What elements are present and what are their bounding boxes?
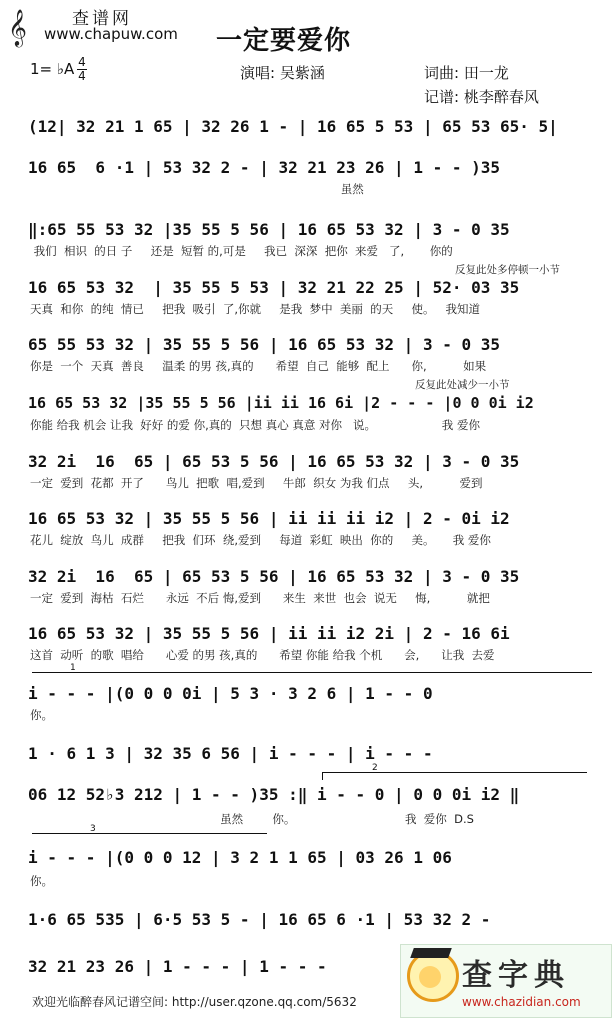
lyrics-row-8: 花儿 绽放 鸟儿 成群 把我 们环 绕,爱到 每道 彩虹 映出 你的 美。 我 爱你: [30, 533, 491, 547]
lyrics-row-2: 虽然: [30, 182, 364, 196]
notation-row-10: 16 65 53 32 | 35 55 5 56 | ii ii i2 2i | 2 - 16 6i: [28, 624, 510, 643]
notation-row-14: i - - - |(0 0 0 12 | 3 2 1 1 65 | 03 26 1 06: [28, 848, 452, 867]
notation-row-4: 16 65 53 32 | 35 55 5 53 | 32 21 22 25 | 52· 03 35: [28, 278, 520, 297]
volta-bracket-2: [322, 772, 587, 773]
notation-row-15: 1·6 65 535 | 6·5 53 5 - | 16 65 6 ·1 | 53 32 2 -: [28, 910, 491, 929]
time-signature-bottom: 4: [78, 69, 86, 83]
volta-bracket-1: [32, 672, 592, 673]
notation-row-1: (12| 32 21 1 65 | 32 26 1 - | 16 65 5 53 | 65 53 65· 5|: [28, 117, 558, 136]
singer: 演唱: 吴紫涵: [240, 64, 325, 82]
lyrics-row-11: 你。: [30, 708, 53, 722]
notation-row-7: 32 2i 16 65 | 65 53 5 56 | 16 65 53 32 | 3 - 0 35: [28, 452, 520, 471]
volta-bracket-3: [32, 833, 267, 834]
lyrics-row-14: 你。: [30, 874, 53, 888]
notation-row-6: 16 65 53 32 |35 55 5 56 |ii ii 16 6i |2 - - - |0 0 0i i2: [28, 394, 534, 412]
site-url[interactable]: www.chapuw.com: [44, 25, 178, 43]
watermark-name: 查字典: [462, 958, 570, 993]
lyrics-row-3: 我们 相识 的日 子 还是 短暂 的,可是 我已 深深 把你 来爱 了, 你的: [30, 244, 453, 258]
lyrics-row-9: 一定 爱到 海枯 石烂 永远 不后 悔,爱到 来生 来世 也会 说无 悔, 就把: [30, 591, 490, 605]
notation-row-16: 32 21 23 26 | 1 - - - | 1 - - -: [28, 957, 327, 976]
graduation-cap-icon: [410, 948, 452, 958]
notation-row-12: 1 · 6 1 3 | 32 35 6 56 | i - - - | i - - -: [28, 744, 433, 763]
logo-music-icon: 𝄞: [8, 8, 27, 46]
time-signature-top: 4: [78, 55, 86, 69]
watermark-url[interactable]: www.chazidian.com: [462, 995, 581, 1009]
notation-row-13: 06 12 52♭3 212 | 1 - - )35 :‖ i - - 0 | 0 0 0i i2 ‖: [28, 785, 520, 804]
transcriber: 记谱: 桃李醉春风: [424, 88, 539, 106]
lyricist: 词曲: 田一龙: [424, 64, 509, 82]
time-signature: [77, 57, 87, 82]
notation-row-3: ‖:65 55 53 32 |35 55 5 56 | 16 65 53 32 | 3 - 0 35: [28, 220, 510, 239]
lyrics-row-5: 你是 一个 天真 善良 温柔 的男 孩,真的 希望 自己 能够 配上 你, 如果: [30, 359, 487, 373]
notation-row-11: i - - - |(0 0 0 0i | 5 3 · 3 2 6 | 1 - - 0: [28, 684, 433, 703]
site-name: 查谱网: [72, 9, 132, 29]
notation-row-5: 65 55 53 32 | 35 55 5 56 | 16 65 53 32 | 3 - 0 35: [28, 335, 501, 354]
volta-number-1: 1: [70, 663, 76, 673]
lyrics-row-4: 天真 和你 的纯 情已 把我 吸引 了,你就 是我 梦中 美丽 的天 使。 我知道: [30, 302, 480, 316]
volta-number-3: 3: [90, 824, 96, 834]
volta-number-2: 2: [372, 763, 378, 773]
lyrics-row-6: 你能 给我 机会 让我 好好 的爱 你,真的 只想 真心 真意 对你 说。 我 爱你: [30, 418, 480, 432]
notation-row-2: 16 65 6 ·1 | 53 32 2 - | 32 21 23 26 | 1 - - )35: [28, 158, 501, 177]
key-signature: 1= ♭A: [30, 60, 75, 78]
notation-row-9: 32 2i 16 65 | 65 53 5 56 | 16 65 53 32 | 3 - 0 35: [28, 567, 520, 586]
volta-tick-2: [322, 772, 323, 780]
song-title: 一定要爱你: [216, 26, 352, 56]
lyrics-row-13: 虽然 你。 我 爱你 D.S: [30, 812, 474, 826]
footer-text[interactable]: 欢迎光临醉春风记谱空间: http://user.qzone.qq.com/5632: [32, 995, 357, 1009]
annotation-repeat-shorten: 反复此处减少一小节: [415, 379, 510, 391]
lyrics-row-10: 这首 动听 的歌 唱给 心爱 的男 孩,真的 希望 你能 给我 个机 会, 让我 去爱: [30, 648, 495, 662]
annotation-repeat-pause: 反复此处多停顿一小节: [455, 264, 560, 276]
mascot-face-icon: [419, 966, 441, 988]
lyrics-row-7: 一定 爱到 花都 开了 鸟儿 把歌 唱,爱到 牛郎 织女 为我 们点 头, 爱到: [30, 476, 483, 490]
notation-row-8: 16 65 53 32 | 35 55 5 56 | ii ii ii i2 | 2 - 0i i2: [28, 509, 510, 528]
